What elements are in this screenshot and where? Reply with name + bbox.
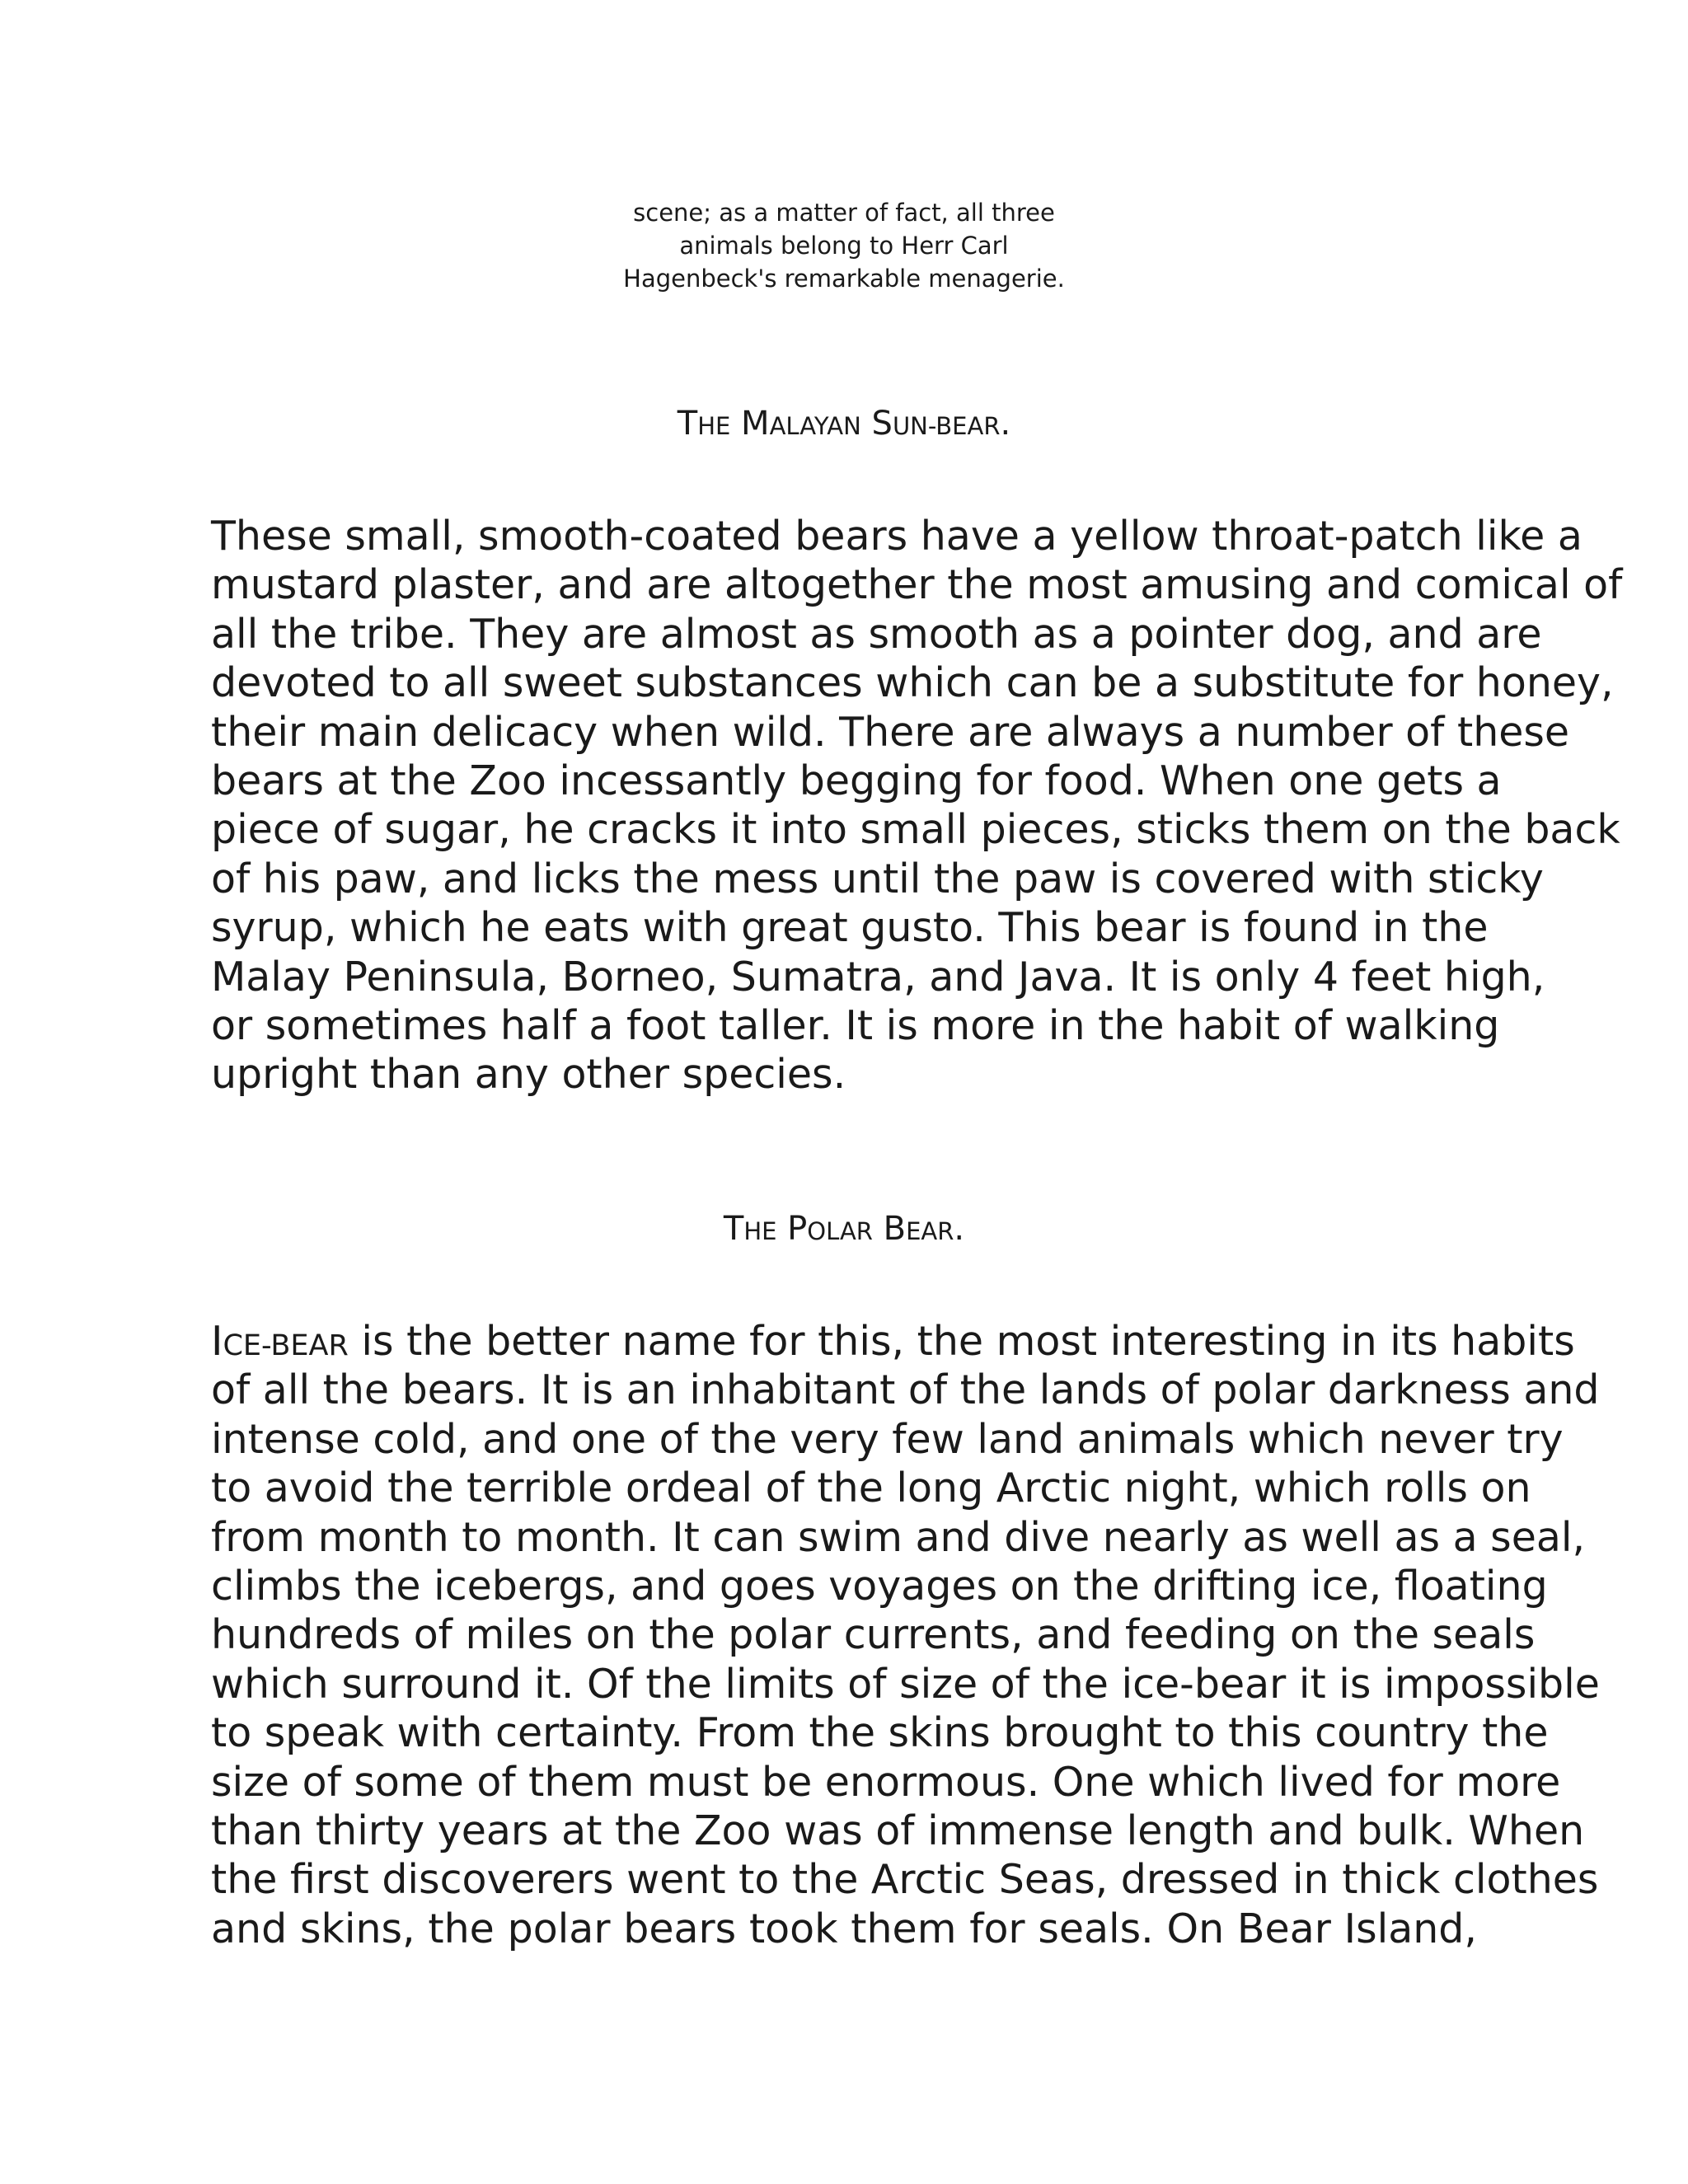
paragraph-line: piece of sugar, he cracks it into small pieces, sticks them on the back <box>211 806 1620 854</box>
paragraph-line: hundreds of miles on the polar currents, and feeding on the seals <box>211 1611 1536 1659</box>
paragraph-line: which surround it. Of the limits of size of the ice-bear it is impossible <box>211 1660 1600 1708</box>
paragraph-line: of all the bears. It is an inhabitant of the lands of polar darkness and <box>211 1366 1600 1414</box>
paragraph-line: bears at the Zoo incessantly begging for food. When one gets a <box>211 757 1502 804</box>
heading-period: . <box>1000 405 1011 443</box>
heading-small-caps: HE <box>697 412 731 440</box>
paragraph-line: size of some of them must be enormous. One which lived for more <box>211 1758 1561 1806</box>
paragraph-line: their main delicacy when wild. There are always a number of these <box>211 708 1570 756</box>
paragraph-line: of his paw, and licks the mess until the paw is covered with sticky <box>211 855 1544 902</box>
caption-line: scene; as a matter of fact, all three <box>633 199 1055 227</box>
heading-small-caps: OLAR <box>807 1217 873 1245</box>
section-heading-polar-bear <box>211 1208 1477 1252</box>
paragraph-line: upright than any other species. <box>211 1051 846 1099</box>
paragraph-line: climbs the icebergs, and goes voyages on the drifting ice, floating <box>211 1562 1548 1610</box>
paragraph-line: and skins, the polar bears took them for seals. On Bear Island, <box>211 1905 1477 1952</box>
paragraph-line: mustard plaster, and are altogether the most amusing and comical of <box>211 561 1623 609</box>
paragraph-line: devoted to all sweet substances which can be a substitute for honey, <box>211 659 1614 707</box>
paragraph-line: to speak with certainty. From the skins brought to this country the <box>211 1709 1549 1757</box>
paragraph-line: syrup, which he eats with great gusto. This bear is found in the <box>211 904 1489 952</box>
heading-small-caps: EAR <box>906 1217 954 1245</box>
heading-cap: P <box>776 1210 808 1248</box>
illustration-caption <box>514 196 1174 295</box>
section-heading-sun-bear <box>211 403 1477 447</box>
paragraph-line: These small, smooth-coated bears have a yellow throat-patch like a <box>211 513 1582 560</box>
paragraph-lead-line <box>211 1317 1575 1366</box>
lead-rest: is the better name for this, the most interesting in its habits <box>348 1318 1575 1365</box>
heading-small-caps: UN-BEAR <box>892 412 1001 440</box>
paragraph-line: all the tribe. They are almost as smooth as a pointer dog, and are <box>211 610 1542 658</box>
paragraph-line: Malay Peninsula, Borneo, Sumatra, and Java. It is only 4 feet high, <box>211 953 1545 1001</box>
lead-cap: I <box>211 1318 223 1365</box>
heading-small-caps: ALAYAN <box>769 412 861 440</box>
heading-cap: T <box>723 1210 744 1248</box>
paragraph-sun-bear <box>211 512 1623 1099</box>
paragraph-line: to avoid the terrible ordeal of the long Arctic night, which rolls on <box>211 1465 1531 1512</box>
paragraph-polar-bear <box>211 1317 1600 1953</box>
caption-line: Hagenbeck's remarkable menagerie. <box>623 265 1065 293</box>
caption-line: animals belong to Herr Carl <box>679 232 1009 260</box>
heading-cap: M <box>730 405 770 443</box>
heading-small-caps: HE <box>743 1217 777 1245</box>
paragraph-line: from month to month. It can swim and dive nearly as well as a seal, <box>211 1513 1586 1561</box>
heading-cap: S <box>860 405 893 443</box>
heading-period: . <box>954 1210 965 1248</box>
heading-cap: B <box>872 1210 907 1248</box>
paragraph-line: intense cold, and one of the very few land animals which never try <box>211 1415 1564 1463</box>
paragraph-line: than thirty years at the Zoo was of immense length and bulk. When <box>211 1807 1585 1854</box>
heading-cap: T <box>677 405 698 443</box>
lead-small-caps: CE-BEAR <box>223 1329 349 1362</box>
paragraph-line: the first discoverers went to the Arctic Seas, dressed in thick clothes <box>211 1856 1599 1904</box>
paragraph-line: or sometimes half a foot taller. It is more in the habit of walking <box>211 1001 1500 1049</box>
